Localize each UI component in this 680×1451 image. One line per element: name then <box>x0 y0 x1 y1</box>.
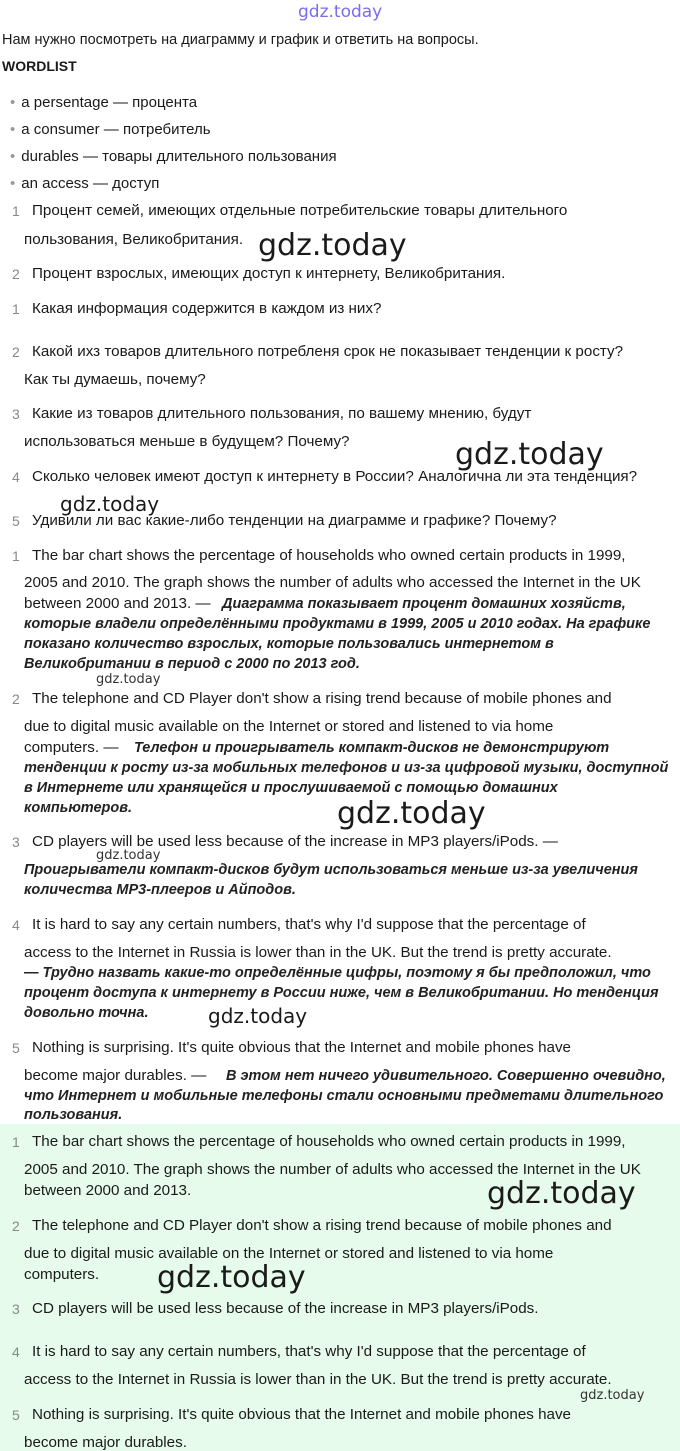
watermark: gdz.today <box>455 437 604 472</box>
list-number: 3 <box>12 834 20 850</box>
list-number: 4 <box>12 469 20 485</box>
answer-line: Nothing is surprising. It's quite obvious that the Internet and mobile phones have <box>32 1039 572 1056</box>
translation-line: довольно точна. <box>24 1005 149 1021</box>
list-number: 3 <box>12 1301 20 1317</box>
translation-line: компьютеров. <box>24 800 133 816</box>
list-number: 4 <box>12 1344 20 1360</box>
translation-line: показано количество взрослых, которые пользовались интернетом в <box>24 636 554 652</box>
translation-line: в Интернете или хранящейся и прослушиваемой с помощью домашних <box>24 780 558 796</box>
translation-line: Великобритании в период с 2000 по 2013 год. <box>24 656 360 672</box>
answer-line: between 2000 and 2013. — <box>24 595 211 612</box>
list-number: 2 <box>12 344 20 360</box>
list-number: 1 <box>12 203 20 219</box>
bullet-icon: • <box>10 148 16 165</box>
wordlist-item: • an access — доступ <box>10 175 160 192</box>
translation-line: что Интернет и мобильные телефоны стали основными предметами длительного <box>24 1088 664 1104</box>
answer-line: access to the Internet in Russia is lower than in the UK. But the trend is pretty accurate. <box>24 1371 612 1388</box>
question-line: Какой ихз товаров длительного потребленя срок не показывает тенденции к росту? <box>32 343 624 360</box>
answer-line: 2005 and 2010. The graph shows the number of adults who accessed the Internet in the UK <box>24 1161 641 1178</box>
figure-title-line: Процент взрослых, имеющих доступ к интернету, Великобритания. <box>32 265 506 282</box>
answer-line: It is hard to say any certain numbers, that's why I'd suppose that the percentage of <box>32 1343 586 1360</box>
wordlist-heading: WORDLIST <box>2 58 77 74</box>
question-line: Какие из товаров длительного пользования, по вашему мнению, будут <box>32 405 532 422</box>
watermark: gdz.today <box>258 228 407 263</box>
list-number: 5 <box>12 1407 20 1423</box>
answer-line: 2005 and 2010. The graph shows the number of adults who accessed the Internet in the UK <box>24 574 641 591</box>
bullet-icon: • <box>10 121 16 138</box>
answer-line: due to digital music available on the Internet or stored and listened to via home <box>24 718 554 735</box>
translation-line: тенденции к росту из-за мобильных телефонов и из-за цифровой музыки, доступной <box>24 760 669 776</box>
watermark: gdz.today <box>96 672 161 687</box>
bullet-icon: • <box>10 94 16 111</box>
answer-line: due to digital music available on the Internet or stored and listened to via home <box>24 1245 554 1262</box>
watermark-top: gdz.today <box>298 2 383 22</box>
answer-line: The bar chart shows the percentage of households who owned certain products in 1999, <box>32 1133 626 1150</box>
translation-line: которые владели определёнными продуктами в 1999, 2005 и 2010 годах. На графике <box>24 616 651 632</box>
answer-line: CD players will be used less because of the increase in MP3 players/iPods. <box>32 1300 539 1317</box>
answer-line: The bar chart shows the percentage of households who owned certain products in 1999, <box>32 547 626 564</box>
question-line: Удивили ли вас какие-либо тенденции на диаграмме и графике? Почему? <box>32 512 557 529</box>
translation-line: пользования. <box>24 1107 123 1123</box>
question-line: Как ты думаешь, почему? <box>24 371 206 388</box>
answer-line: The telephone and CD Player don't show a rising trend because of mobile phones and <box>32 1217 612 1234</box>
wordlist-item: • a consumer — потребитель <box>10 121 211 138</box>
answer-line: computers. <box>24 1266 100 1283</box>
translation-line: — Трудно назвать какие-то определённые цифры, поэтому я бы предположил, что <box>24 965 651 981</box>
question-line: использоваться меньше в будущем? Почему? <box>24 433 350 450</box>
list-number: 3 <box>12 406 20 422</box>
translation-line: В этом нет ничего удивительного. Совершенно очевидно, <box>226 1068 666 1084</box>
translation-line: Проигрыватели компакт-дисков будут использоваться меньше из-за увеличения <box>24 862 638 878</box>
translation-line: процент доступа к интернету в России ниже, чем в Великобритании. Но тенденция <box>24 985 659 1001</box>
translation-line: Диаграмма показывает процент домашних хозяйств, <box>222 596 626 612</box>
answer-line: CD players will be used less because of the increase in MP3 players/iPods. — <box>32 833 558 850</box>
list-number: 2 <box>12 1218 20 1234</box>
answer-line: The telephone and CD Player don't show a rising trend because of mobile phones and <box>32 690 612 707</box>
wordlist-item: • durables — товары длительного пользования <box>10 148 337 165</box>
watermark: gdz.today <box>337 796 486 831</box>
answer-line: become major durables. <box>24 1434 187 1451</box>
list-number: 1 <box>12 301 20 317</box>
translation-line: количества MP3-плееров и Айподов. <box>24 882 296 898</box>
answer-line: computers. — <box>24 739 119 756</box>
answer-line: access to the Internet in Russia is lower than in the UK. But the trend is pretty accurate. <box>24 944 612 961</box>
answer-line: It is hard to say any certain numbers, that's why I'd suppose that the percentage of <box>32 916 586 933</box>
list-number: 5 <box>12 513 20 529</box>
translation-line: Телефон и проигрыватель компакт-дисков не демонстрируют <box>134 740 610 756</box>
intro-text: Нам нужно посмотреть на диаграмму и график и ответить на вопросы. <box>2 32 479 48</box>
list-number: 1 <box>12 1134 20 1150</box>
list-number: 5 <box>12 1040 20 1056</box>
wordlist-item: • a persentage — процента <box>10 94 198 111</box>
question-line: Сколько человек имеют доступ к интернету в России? Аналогична ли эта тенденция? <box>32 468 638 485</box>
figure-title-line: пользования, Великобритания. <box>24 231 244 248</box>
answer-line: between 2000 and 2013. <box>24 1182 192 1199</box>
figure-title-line: Процент семей, имеющих отдельные потребительские товары длительного <box>32 202 568 219</box>
question-line: Какая информация содержится в каждом из них? <box>32 300 382 317</box>
watermark: gdz.today <box>96 848 161 863</box>
list-number: 2 <box>12 691 20 707</box>
watermark: gdz.today <box>157 1260 306 1295</box>
bullet-icon: • <box>10 175 16 192</box>
watermark: gdz.today <box>580 1388 645 1403</box>
list-number: 1 <box>12 548 20 564</box>
answer-line: become major durables. — <box>24 1067 207 1084</box>
list-number: 4 <box>12 917 20 933</box>
watermark: gdz.today <box>208 1004 308 1028</box>
answer-line: Nothing is surprising. It's quite obvious that the Internet and mobile phones have <box>32 1406 572 1423</box>
watermark: gdz.today <box>60 492 160 516</box>
watermark: gdz.today <box>487 1176 636 1211</box>
list-number: 2 <box>12 266 20 282</box>
